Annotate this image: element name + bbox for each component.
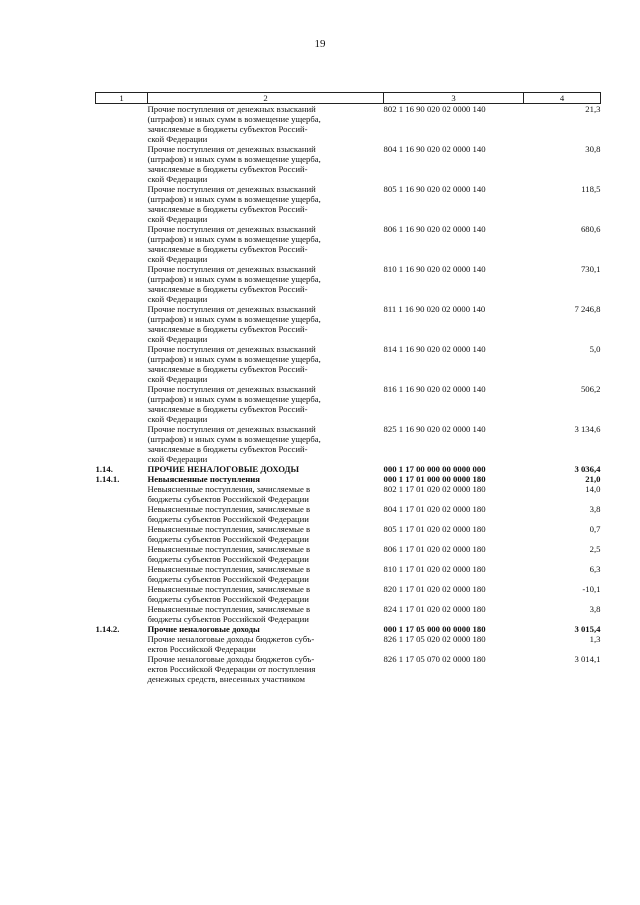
row-number <box>96 504 148 524</box>
revenue-name <box>148 304 384 344</box>
revenue-name-line: Невыясненные поступления, зачисляемые в <box>147 584 311 594</box>
amount: 506,2 <box>580 384 601 394</box>
table-row <box>96 544 601 564</box>
revenue-name-line: ской Федерации <box>147 134 208 144</box>
row-number <box>96 304 148 344</box>
amount: 3,8 <box>589 504 601 514</box>
revenue-name-line: зачисляемые в бюджеты субъектов Россий- <box>147 284 308 294</box>
row-number: 1.14.2. <box>95 624 120 634</box>
revenue-name-line: бюджеты субъектов Российской Федерации <box>147 554 309 564</box>
amount: 21,0 <box>585 474 601 484</box>
row-number <box>96 424 148 464</box>
revenue-name-line: ской Федерации <box>147 374 208 384</box>
revenue-name-line: зачисляемые в бюджеты субъектов Россий- <box>147 204 308 214</box>
budget-code: 804 1 17 01 020 02 0000 180 <box>383 504 486 514</box>
revenue-name-line: зачисляемые в бюджеты субъектов Россий- <box>147 364 308 374</box>
revenue-name <box>148 344 384 384</box>
revenue-name-line: Невыясненные поступления, зачисляемые в <box>147 604 311 614</box>
amount: 118,5 <box>581 184 601 194</box>
budget-code: 000 1 17 01 000 00 0000 180 <box>383 474 486 484</box>
table-row <box>96 464 601 474</box>
revenue-name-line: Невыясненные поступления, зачисляемые в <box>147 544 311 554</box>
row-number <box>96 604 148 624</box>
budget-code: 802 1 17 01 020 02 0000 180 <box>383 484 486 494</box>
table-row <box>96 304 601 344</box>
revenue-name-line: Невыясненные поступления <box>147 474 260 484</box>
revenue-table <box>95 92 601 684</box>
revenue-name-line: ектов Российской Федерации от поступления <box>147 664 316 674</box>
budget-code: 814 1 16 90 020 02 0000 140 <box>383 344 486 354</box>
table-row <box>96 104 601 145</box>
revenue-name-line: Невыясненные поступления, зачисляемые в <box>147 524 311 534</box>
revenue-name-line: ской Федерации <box>147 454 208 464</box>
table-row <box>96 524 601 544</box>
header-row <box>96 93 601 104</box>
revenue-name-line: бюджеты субъектов Российской Федерации <box>147 614 309 624</box>
revenue-name-line: зачисляемые в бюджеты субъектов Россий- <box>147 124 308 134</box>
revenue-name <box>148 184 384 224</box>
revenue-name-line: Прочие неналоговые доходы бюджетов субъ- <box>147 634 315 644</box>
table-row <box>96 504 601 524</box>
revenue-name <box>148 144 384 184</box>
revenue-name <box>148 424 384 464</box>
amount: 21,3 <box>585 104 601 114</box>
amount: -10,1 <box>582 584 601 594</box>
revenue-name-line: (штрафов) и иных сумм в возмещение ущерба, <box>147 314 321 324</box>
revenue-name-line: зачисляемые в бюджеты субъектов Россий- <box>147 444 308 454</box>
revenue-name-line: (штрафов) и иных сумм в возмещение ущерба, <box>147 234 321 244</box>
budget-code: 802 1 16 90 020 02 0000 140 <box>383 104 486 114</box>
revenue-name-line: ской Федерации <box>147 414 208 424</box>
table-row <box>96 474 601 484</box>
row-number <box>96 584 148 604</box>
revenue-name-line: ской Федерации <box>147 334 208 344</box>
revenue-name-line: (штрафов) и иных сумм в возмещение ущерба, <box>147 274 321 284</box>
revenue-name-line: Прочие поступления от денежных взысканий <box>147 344 316 354</box>
budget-code: 805 1 16 90 020 02 0000 140 <box>383 184 486 194</box>
revenue-name-line: Прочие неналоговые доходы <box>147 624 260 634</box>
revenue-name <box>148 604 384 624</box>
revenue-name-line: зачисляемые в бюджеты субъектов Россий- <box>147 324 308 334</box>
budget-code: 826 1 17 05 020 02 0000 180 <box>383 634 486 644</box>
table-row <box>96 604 601 624</box>
revenue-name-line: Прочие поступления от денежных взысканий <box>147 224 316 234</box>
amount: 680,6 <box>580 224 601 234</box>
table-row <box>96 144 601 184</box>
table-row <box>96 654 601 684</box>
row-number <box>96 184 148 224</box>
amount: 3 014,1 <box>574 654 601 664</box>
amount: 730,1 <box>580 264 601 274</box>
revenue-name <box>148 484 384 504</box>
revenue-name-line: Прочие поступления от денежных взысканий <box>147 264 316 274</box>
revenue-name-line: бюджеты субъектов Российской Федерации <box>147 534 309 544</box>
revenue-name-line: Прочие поступления от денежных взысканий <box>147 304 316 314</box>
column-header-4: 4 <box>524 93 601 104</box>
table-row <box>96 264 601 304</box>
budget-code: 804 1 16 90 020 02 0000 140 <box>383 144 486 154</box>
revenue-name-line: Прочие неналоговые доходы бюджетов субъ- <box>147 654 315 664</box>
row-number: 1.14.1. <box>95 474 120 484</box>
revenue-name <box>148 654 384 684</box>
revenue-name-line: зачисляемые в бюджеты субъектов Россий- <box>147 244 308 254</box>
revenue-name <box>148 564 384 584</box>
budget-code: 806 1 16 90 020 02 0000 140 <box>383 224 486 234</box>
amount: 1,3 <box>589 634 601 644</box>
revenue-name-line: ской Федерации <box>147 294 208 304</box>
revenue-name <box>148 224 384 264</box>
table-row <box>96 634 601 654</box>
revenue-name-line: денежных средств, внесенных участником <box>147 674 306 684</box>
table-row <box>96 484 601 504</box>
column-header-2: 2 <box>148 93 384 104</box>
revenue-name <box>148 524 384 544</box>
revenue-name-line: бюджеты субъектов Российской Федерации <box>147 514 309 524</box>
budget-code: 806 1 17 01 020 02 0000 180 <box>383 544 486 554</box>
amount: 0,7 <box>589 524 601 534</box>
revenue-name-line: (штрафов) и иных сумм в возмещение ущерба, <box>147 114 321 124</box>
row-number <box>96 564 148 584</box>
budget-code: 810 1 17 01 020 02 0000 180 <box>383 564 486 574</box>
amount: 7 246,8 <box>574 304 601 314</box>
revenue-name-line: (штрафов) и иных сумм в возмещение ущерба, <box>147 154 321 164</box>
table-body <box>96 104 601 685</box>
revenue-name-line: Прочие поступления от денежных взысканий <box>147 184 316 194</box>
revenue-name <box>148 464 384 474</box>
amount: 2,5 <box>589 544 601 554</box>
row-number <box>96 144 148 184</box>
budget-code: 810 1 16 90 020 02 0000 140 <box>383 264 486 274</box>
budget-code: 824 1 17 01 020 02 0000 180 <box>383 604 486 614</box>
revenue-name-line: (штрафов) и иных сумм в возмещение ущерба, <box>147 194 321 204</box>
row-number: 1.14. <box>95 464 113 474</box>
revenue-name-line: Прочие поступления от денежных взысканий <box>147 424 316 434</box>
row-number <box>96 104 148 145</box>
amount: 3 036,4 <box>574 464 601 474</box>
revenue-name <box>148 474 384 484</box>
revenue-name-line: ской Федерации <box>147 254 208 264</box>
amount: 3 134,6 <box>574 424 601 434</box>
budget-code: 000 1 17 00 000 00 0000 000 <box>383 464 486 474</box>
revenue-name <box>148 384 384 424</box>
amount: 14,0 <box>585 484 601 494</box>
revenue-name-line: зачисляемые в бюджеты субъектов Россий- <box>147 404 308 414</box>
revenue-name-line: ПРОЧИЕ НЕНАЛОГОВЫЕ ДОХОДЫ <box>147 464 300 474</box>
revenue-name-line: ской Федерации <box>147 214 208 224</box>
revenue-name-line: Прочие поступления от денежных взысканий <box>147 384 316 394</box>
revenue-name <box>148 624 384 634</box>
row-number <box>96 544 148 564</box>
table-row <box>96 624 601 634</box>
table-row <box>96 184 601 224</box>
row-number <box>96 224 148 264</box>
budget-code: 811 1 16 90 020 02 0000 140 <box>383 304 486 314</box>
amount: 3,8 <box>589 604 601 614</box>
table-row <box>96 424 601 464</box>
row-number <box>96 654 148 684</box>
revenue-name-line: Прочие поступления от денежных взысканий <box>147 104 316 114</box>
revenue-name <box>148 544 384 564</box>
amount: 30,8 <box>585 144 601 154</box>
revenue-name-line: Невыясненные поступления, зачисляемые в <box>147 484 311 494</box>
row-number <box>96 484 148 504</box>
revenue-name <box>148 264 384 304</box>
table-row <box>96 224 601 264</box>
row-number <box>96 344 148 384</box>
table-row <box>96 564 601 584</box>
revenue-name-line: бюджеты субъектов Российской Федерации <box>147 574 309 584</box>
revenue-name-line: Невыясненные поступления, зачисляемые в <box>147 504 311 514</box>
revenue-name <box>148 584 384 604</box>
revenue-name-line: (штрафов) и иных сумм в возмещение ущерба, <box>147 354 321 364</box>
revenue-name <box>148 634 384 654</box>
revenue-name-line: зачисляемые в бюджеты субъектов Россий- <box>147 164 308 174</box>
revenue-name-line: Прочие поступления от денежных взысканий <box>147 144 316 154</box>
budget-code: 805 1 17 01 020 02 0000 180 <box>383 524 486 534</box>
budget-code: 000 1 17 05 000 00 0000 180 <box>383 624 486 634</box>
budget-code: 820 1 17 01 020 02 0000 180 <box>383 584 486 594</box>
row-number <box>96 524 148 544</box>
row-number <box>96 384 148 424</box>
column-header-3: 3 <box>384 93 524 104</box>
row-number <box>96 634 148 654</box>
revenue-name <box>148 504 384 524</box>
budget-code: 825 1 16 90 020 02 0000 140 <box>383 424 486 434</box>
revenue-name-line: (штрафов) и иных сумм в возмещение ущерба, <box>147 434 321 444</box>
table-row <box>96 344 601 384</box>
revenue-name-line: (штрафов) и иных сумм в возмещение ущерба, <box>147 394 321 404</box>
table-row <box>96 384 601 424</box>
budget-code: 816 1 16 90 020 02 0000 140 <box>383 384 486 394</box>
table-row <box>96 584 601 604</box>
column-header-1: 1 <box>96 93 148 104</box>
amount: 6,3 <box>589 564 601 574</box>
revenue-name-line: Невыясненные поступления, зачисляемые в <box>147 564 311 574</box>
amount: 5,0 <box>589 344 601 354</box>
revenue-name <box>148 104 384 145</box>
budget-code: 826 1 17 05 070 02 0000 180 <box>383 654 486 664</box>
revenue-name-line: ектов Российской Федерации <box>147 644 256 654</box>
row-number <box>96 264 148 304</box>
page-number: 19 <box>314 38 326 50</box>
revenue-name-line: бюджеты субъектов Российской Федерации <box>147 594 309 604</box>
revenue-name-line: бюджеты субъектов Российской Федерации <box>147 494 309 504</box>
revenue-name-line: ской Федерации <box>147 174 208 184</box>
amount: 3 015,4 <box>574 624 601 634</box>
